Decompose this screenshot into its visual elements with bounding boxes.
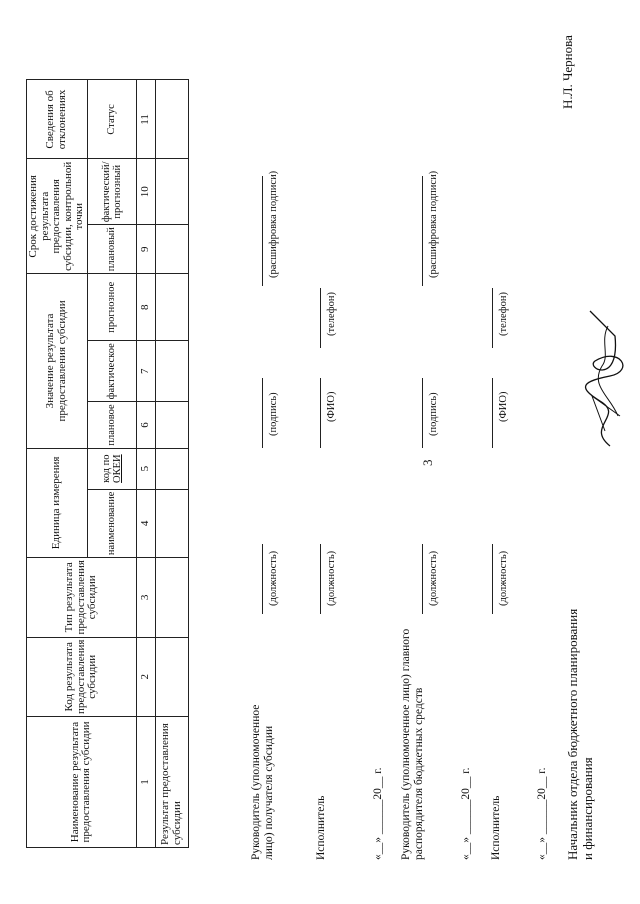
empty-cell xyxy=(155,341,188,402)
empty-cell xyxy=(155,489,188,557)
executor-label: Исполнитель xyxy=(315,795,327,860)
signature-line xyxy=(262,544,263,614)
subheader-text: код по xyxy=(100,454,112,483)
number-cell: 9 xyxy=(136,225,155,274)
subheader-cell: плановый xyxy=(87,225,136,274)
signature-line xyxy=(262,176,263,286)
caption-signature-decode: (расшифровка подписи) xyxy=(268,170,279,278)
header-cell: Единица измерения xyxy=(27,448,88,557)
caption-signature: (подпись) xyxy=(268,392,279,436)
subheader-text-okei: ОКЕИ xyxy=(111,454,123,483)
date-line: «__» ______20__ г. xyxy=(372,767,384,860)
number-cell: 5 xyxy=(136,448,155,489)
subheader-cell: прогнозное xyxy=(87,274,136,341)
header-cell: Срок достижения результата предоставления субсидии, контрольной точки xyxy=(27,159,88,274)
signature-line xyxy=(492,378,493,448)
date-line: «__» ______20__ г. xyxy=(536,767,548,860)
subheader-cell: Статус xyxy=(87,80,136,159)
table-row-numbers xyxy=(136,80,155,848)
table-header-row-1 xyxy=(27,80,88,848)
empty-cell xyxy=(155,637,188,716)
header-cell: Значение результата предоставления субсидии xyxy=(27,274,88,448)
number-cell: 4 xyxy=(136,489,155,557)
caption-fio: (ФИО) xyxy=(326,391,337,422)
signature-line xyxy=(422,378,423,448)
footer-title: Начальник отдела бюджетного планирования и финансирования xyxy=(565,608,595,860)
executor-label: Исполнитель xyxy=(490,795,502,860)
caption-position: (должность) xyxy=(268,550,279,606)
signature-line xyxy=(320,544,321,614)
caption-position: (должность) xyxy=(498,550,509,606)
empty-cell xyxy=(155,225,188,274)
signature-line xyxy=(262,378,263,448)
caption-signature: (подпись) xyxy=(428,392,439,436)
header-cell: Сведения об отклонениях xyxy=(27,80,88,159)
caption-position: (должность) xyxy=(428,550,439,606)
number-cell: 7 xyxy=(136,341,155,402)
date-line: «__» ______20__ г. xyxy=(460,767,472,860)
subheader-cell xyxy=(87,448,136,489)
subheader-cell: фактическое xyxy=(87,341,136,402)
signature-line xyxy=(320,288,321,348)
empty-cell xyxy=(155,159,188,225)
footer-name: Н.Л. Чернова xyxy=(560,35,575,109)
subheader-cell: фактический/ прогнозный xyxy=(87,159,136,225)
page-number: 3 xyxy=(420,459,435,466)
subheader-cell: плановое xyxy=(87,402,136,448)
empty-cell xyxy=(155,402,188,448)
header-cell: Наименование результата предоставления субсидии xyxy=(27,717,137,848)
number-cell: 10 xyxy=(136,159,155,225)
number-cell: 6 xyxy=(136,402,155,448)
subheader-cell: наименование xyxy=(87,489,136,557)
caption-phone: (телефон) xyxy=(326,292,337,336)
empty-cell xyxy=(155,274,188,341)
caption-phone: (телефон) xyxy=(498,292,509,336)
handwritten-signature xyxy=(580,306,628,456)
header-cell: Тип результата предоставления субсидии xyxy=(27,558,137,637)
signer-title-recipient: Руководитель (уполномоченное лицо) получателя субсидии xyxy=(250,704,276,860)
report-table xyxy=(26,79,189,848)
signature-line xyxy=(422,544,423,614)
number-cell: 1 xyxy=(136,717,155,848)
caption-position: (должность) xyxy=(326,550,337,606)
empty-cell xyxy=(155,80,188,159)
empty-cell xyxy=(155,448,188,489)
caption-signature-decode: (расшифровка подписи) xyxy=(428,170,439,278)
table-row-result xyxy=(155,80,188,848)
signer-title-distributor: Руководитель (уполномоченное лицо) главного распорядителя бюджетных средств xyxy=(400,628,426,860)
signature-line xyxy=(422,176,423,286)
row-label-cell: Результат предоставления субсидии xyxy=(155,717,188,848)
signature-line xyxy=(492,288,493,348)
caption-fio: (ФИО) xyxy=(498,391,509,422)
number-cell: 11 xyxy=(136,80,155,159)
number-cell: 2 xyxy=(136,637,155,716)
signature-line xyxy=(492,544,493,614)
number-cell: 8 xyxy=(136,274,155,341)
signature-line xyxy=(320,378,321,448)
header-cell: Код результата предоставления субсидии xyxy=(27,637,137,716)
empty-cell xyxy=(155,558,188,637)
number-cell: 3 xyxy=(136,558,155,637)
